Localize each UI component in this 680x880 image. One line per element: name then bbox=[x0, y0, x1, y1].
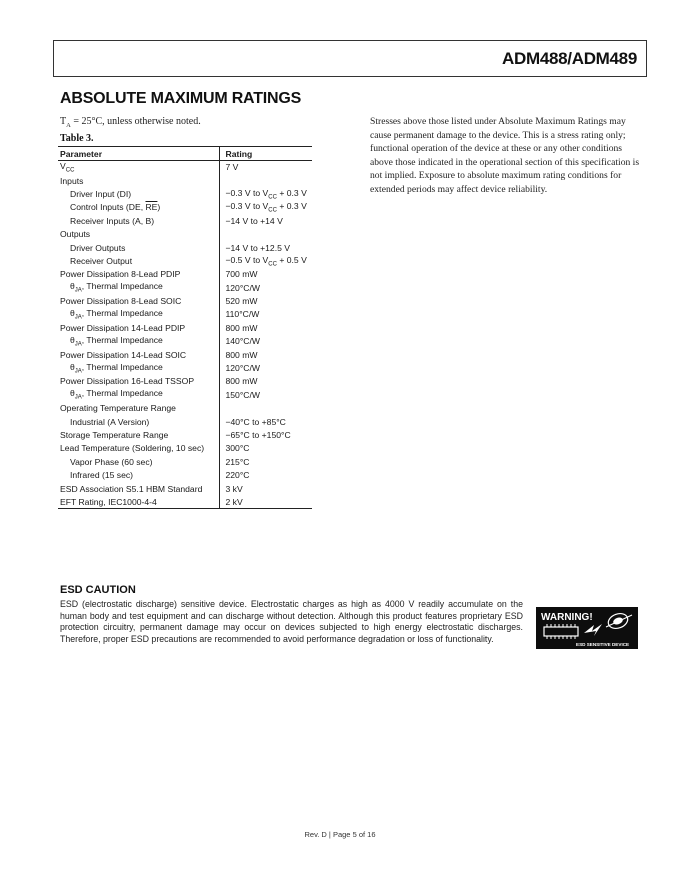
theta-suffix: , Thermal Impedance bbox=[81, 334, 163, 345]
rating-cell bbox=[219, 402, 312, 415]
param-cell: Operating Temperature Range bbox=[58, 402, 219, 415]
table-row bbox=[58, 495, 312, 508]
rating-cell: 140°C/W bbox=[225, 336, 260, 347]
param-cell bbox=[58, 308, 219, 321]
vcc-label: V bbox=[60, 161, 66, 172]
rating-cell: 800 mW bbox=[225, 376, 258, 387]
theta-symbol: θ bbox=[70, 281, 75, 292]
ratings-table bbox=[58, 146, 312, 509]
rating-part: −0.3 V to V bbox=[225, 201, 269, 211]
rating-cell: 7 V bbox=[225, 162, 239, 173]
table-row bbox=[58, 201, 312, 214]
param-cell: Receiver Output bbox=[58, 254, 219, 267]
table-row bbox=[58, 375, 312, 388]
vcc-sub: CC bbox=[65, 167, 75, 174]
condition-prefix: T bbox=[60, 116, 67, 127]
page-footer: Rev. D | Page 5 of 16 bbox=[304, 830, 376, 839]
rating-cell: 3 kV bbox=[225, 483, 243, 494]
header-box bbox=[53, 40, 647, 77]
logo-warning-text: WARNING! bbox=[541, 612, 593, 623]
table-row bbox=[58, 174, 312, 187]
rating-cell: 220°C bbox=[225, 470, 250, 481]
rating-cell: 120°C/W bbox=[225, 363, 260, 374]
lightning-bolt-icon bbox=[584, 624, 602, 636]
rating-sub: CC bbox=[268, 194, 277, 201]
param-cell bbox=[58, 161, 219, 174]
rating-cell: −65°C to +150°C bbox=[225, 430, 291, 440]
theta-suffix: , Thermal Impedance bbox=[81, 308, 163, 319]
esd-caution-title: ESD CAUTION bbox=[60, 584, 136, 596]
section-title: ABSOLUTE MAXIMUM RATINGS bbox=[60, 90, 302, 107]
theta-symbol: θ bbox=[70, 388, 75, 399]
table-row bbox=[58, 308, 312, 321]
table-row bbox=[58, 321, 312, 334]
logo-caption-text: ESD SENSITIVE DEVICE bbox=[576, 642, 630, 647]
chip-icon bbox=[544, 624, 578, 639]
rating-part: + 0.3 V bbox=[276, 187, 307, 198]
param-cell: Power Dissipation 8-Lead PDIP bbox=[58, 268, 219, 281]
esd-warning-icon bbox=[536, 607, 638, 649]
rating-cell: 520 mW bbox=[225, 296, 258, 307]
param-cell: Power Dissipation 8-Lead SOIC bbox=[58, 294, 219, 307]
param-cell: Storage Temperature Range bbox=[58, 428, 219, 441]
param-part: Control Inputs (DE, bbox=[70, 202, 146, 213]
rating-cell: 110°C/W bbox=[225, 309, 260, 320]
rating-cell: −14 V to +12.5 V bbox=[225, 242, 291, 253]
table-row bbox=[58, 468, 312, 481]
rating-cell: 120°C/W bbox=[225, 282, 260, 293]
header-rating: Rating bbox=[219, 147, 312, 161]
table-row bbox=[58, 402, 312, 415]
rating-cell: 700 mW bbox=[225, 269, 258, 280]
theta-sub: JA bbox=[74, 314, 82, 321]
rating-part: + 0.5 V bbox=[276, 254, 307, 265]
rating-part: −0.5 V to V bbox=[225, 254, 269, 265]
condition-sub: A bbox=[66, 122, 71, 129]
part-number-title: ADM488/ADM489 bbox=[502, 49, 637, 68]
rating-cell bbox=[219, 227, 312, 240]
param-cell bbox=[58, 335, 219, 348]
table-row bbox=[58, 241, 312, 254]
rating-cell bbox=[219, 187, 312, 200]
header-parameter: Parameter bbox=[58, 147, 219, 161]
param-cell: Inputs bbox=[58, 174, 219, 187]
rating-cell: 800 mW bbox=[225, 322, 258, 333]
param-cell: Power Dissipation 16-Lead TSSOP bbox=[58, 375, 219, 388]
rating-cell: −40°C to +85°C bbox=[225, 416, 286, 427]
rating-cell: 2 kV bbox=[225, 496, 243, 507]
theta-suffix: , Thermal Impedance bbox=[81, 388, 163, 399]
rating-part: + 0.3 V bbox=[276, 201, 307, 211]
rating-sub: CC bbox=[268, 261, 277, 268]
table-header-row bbox=[58, 147, 312, 161]
param-cell bbox=[58, 281, 219, 294]
theta-suffix: , Thermal Impedance bbox=[81, 361, 163, 372]
table-row bbox=[58, 361, 312, 374]
param-cell: EFT Rating, IEC1000-4-4 bbox=[58, 495, 219, 508]
rating-cell: 215°C bbox=[225, 456, 250, 467]
param-cell: Vapor Phase (60 sec) bbox=[58, 455, 219, 468]
table-row bbox=[58, 482, 312, 495]
rating-cell: −14 V to +14 V bbox=[225, 215, 283, 226]
param-cell: Infrared (15 sec) bbox=[58, 468, 219, 481]
param-cell: Power Dissipation 14-Lead PDIP bbox=[58, 321, 219, 334]
rating-cell: 800 mW bbox=[225, 349, 258, 360]
theta-sub: JA bbox=[74, 288, 82, 295]
table-row bbox=[58, 187, 312, 200]
condition-note bbox=[60, 116, 201, 129]
table-row bbox=[58, 455, 312, 468]
param-cell: Lead Temperature (Soldering, 10 sec) bbox=[58, 442, 219, 455]
re-overline-label: $\overline{RE}$ bbox=[145, 202, 158, 213]
theta-sub: JA bbox=[74, 368, 82, 375]
param-cell: Industrial (A Version) bbox=[58, 415, 219, 428]
rating-cell: 300°C bbox=[225, 443, 250, 454]
table-row bbox=[58, 335, 312, 348]
table-row bbox=[58, 348, 312, 361]
theta-sub: JA bbox=[74, 395, 82, 402]
param-cell: Power Dissipation 14-Lead SOIC bbox=[58, 348, 219, 361]
table-row bbox=[58, 294, 312, 307]
rating-cell: 150°C/W bbox=[225, 389, 260, 400]
table-row bbox=[58, 281, 312, 294]
table-row bbox=[58, 388, 312, 401]
theta-symbol: θ bbox=[70, 334, 75, 345]
table-row bbox=[58, 214, 312, 227]
param-cell: Receiver Inputs (A, B) bbox=[58, 214, 219, 227]
param-cell: Driver Outputs bbox=[58, 241, 219, 254]
table-caption: Table 3. bbox=[60, 133, 94, 144]
table-row bbox=[58, 442, 312, 455]
param-part: ) bbox=[157, 202, 161, 213]
param-cell: Outputs bbox=[58, 227, 219, 240]
param-cell: ESD Association S5.1 HBM Standard bbox=[58, 482, 219, 495]
theta-suffix: , Thermal Impedance bbox=[81, 281, 163, 292]
param-cell bbox=[58, 388, 219, 401]
rating-cell bbox=[219, 254, 312, 267]
theta-symbol: θ bbox=[70, 361, 75, 372]
param-cell bbox=[58, 201, 219, 214]
table-row bbox=[58, 161, 312, 174]
rating-sub: CC bbox=[268, 207, 277, 214]
hand-icon bbox=[606, 611, 632, 631]
rating-part: −0.3 V to V bbox=[225, 187, 269, 198]
param-cell: Driver Input (DI) bbox=[58, 187, 219, 200]
stress-note: Stresses above those listed under Absolute Maximum Ratings may cause permanent damage to the device. This is a stress rating only; functional operation of the device at these or any other conditions above those indicated in the operational section of this specification is not implied. Exposure to absolute maximum rating conditions for extended periods may affect device reliability. bbox=[370, 116, 640, 195]
esd-caution-text: ESD (electrostatic discharge) sensitive device. Electrostatic charges as high as 4000 V readily accumulate on the human body and test equipment and can discharge without detection. Although this product features proprietary ESD protection circuitry, permanent damage may occur on devices subjected to high energy electrostatic discharges. Therefore, proper ESD precautions are recommended to avoid performance degradation or loss of functionality. bbox=[60, 599, 523, 644]
param-cell bbox=[58, 361, 219, 374]
esd-warning-logo bbox=[536, 607, 638, 649]
table-row bbox=[58, 415, 312, 428]
theta-symbol: θ bbox=[70, 308, 75, 319]
table-row bbox=[58, 254, 312, 267]
theta-sub: JA bbox=[74, 341, 82, 348]
table-row bbox=[58, 428, 312, 441]
condition-suffix: = 25°C, unless otherwise noted. bbox=[70, 116, 201, 127]
rating-cell bbox=[219, 174, 312, 187]
table-row bbox=[58, 268, 312, 281]
table-row bbox=[58, 227, 312, 240]
rating-cell bbox=[219, 201, 312, 214]
